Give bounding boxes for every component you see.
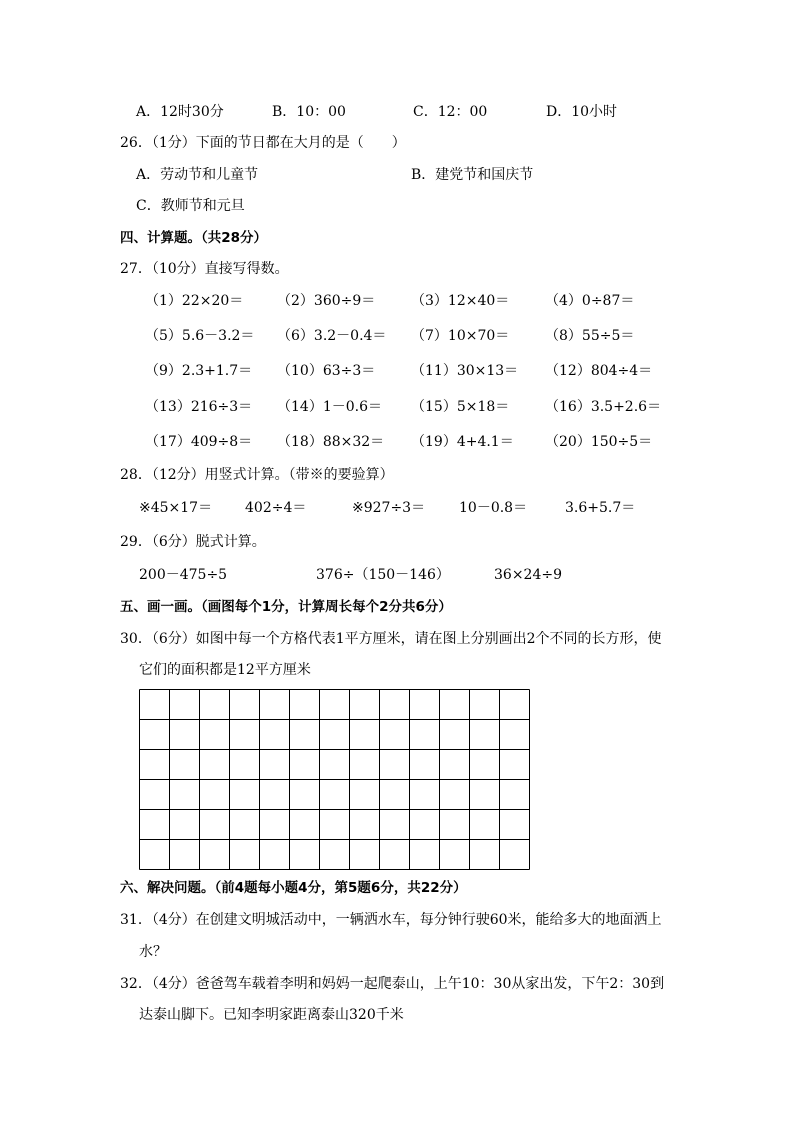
section-4-title: 四、计算题。（共28分）	[120, 230, 268, 246]
q27-item: （18）88×32＝	[277, 434, 385, 450]
q27-item: （17）409÷8＝	[145, 434, 253, 450]
q27-item: （8）55÷5＝	[545, 328, 635, 344]
q27-item: （19）4+4.1＝	[411, 434, 514, 450]
q31-line-1: 31．（4分）在创建文明城活动中，一辆洒水车，每分钟行驶60米，能给多大的地面洒上	[120, 912, 662, 928]
q27-item: （2）360÷9＝	[277, 293, 376, 309]
q27-item: （12）804÷4＝	[545, 363, 653, 379]
q28-stem: 28．（12分）用竖式计算。（带※的要验算）	[120, 467, 394, 483]
q25-option-a: A．12时30分	[136, 104, 224, 120]
q28-item: 402÷4＝	[245, 500, 307, 516]
q27-stem: 27．（10分）直接写得数。	[120, 261, 289, 277]
q27-item: （5）5.6－3.2＝	[145, 328, 255, 344]
q29-item: 200－475÷5	[139, 567, 228, 583]
q29-item: 376÷（150－146）	[316, 567, 450, 583]
q27-item: （7）10×70＝	[411, 328, 510, 344]
q27-item: （11）30×13＝	[411, 363, 519, 379]
q27-item: （16）3.5+2.6＝	[545, 399, 662, 415]
q27-item: （13）216÷3＝	[145, 399, 253, 415]
q32-line-2: 达泰山脚下。已知李明家距离泰山320千米	[139, 1007, 404, 1023]
square-grid[interactable]	[139, 689, 531, 871]
section-5-title: 五、画一画。（画图每个1分，计算周长每个2分共6分）	[120, 599, 452, 615]
q27-item: （20）150÷5＝	[545, 434, 653, 450]
q25-option-d: D．10小时	[546, 104, 618, 120]
q29-stem: 29．（6分）脱式计算。	[120, 534, 266, 550]
q26-option-a: A．劳动节和儿童节	[136, 167, 259, 183]
q30-line-2: 它们的面积都是12平方厘米	[139, 662, 311, 678]
q32-line-1: 32．（4分）爸爸驾车载着李明和妈妈一起爬泰山，上午10：30从家出发，下午2：30到	[120, 976, 665, 992]
q28-item: ※45×17＝	[139, 500, 213, 516]
q26-option-b: B．建党节和国庆节	[411, 167, 534, 183]
q25-option-c: C．12：00	[413, 104, 488, 120]
q28-item: ※927÷3＝	[352, 500, 426, 516]
q27-item: （10）63÷3＝	[277, 363, 376, 379]
q30-line-1: 30．（6分）如图中每一个方格代表1平方厘米，请在图上分别画出2个不同的长方形，使	[120, 631, 662, 647]
q29-item: 36×24÷9	[494, 567, 562, 583]
q26-option-c: C．教师节和元旦	[136, 198, 245, 214]
q27-item: （14）1－0.6＝	[277, 399, 382, 415]
section-6-title: 六、解决问题。（前4题每小题4分，第5题6分，共22分）	[120, 880, 467, 896]
q27-item: （3）12×40＝	[411, 293, 510, 309]
q27-item: （4）0÷87＝	[545, 293, 635, 309]
q25-option-b: B．10：00	[272, 104, 346, 120]
q28-item: 3.6+5.7＝	[565, 500, 636, 516]
q27-item: （6）3.2－0.4＝	[277, 328, 387, 344]
q27-item: （15）5×18＝	[411, 399, 510, 415]
q27-item: （9）2.3+1.7＝	[145, 363, 253, 379]
q27-item: （1）22×20＝	[145, 293, 244, 309]
q28-item: 10－0.8＝	[459, 500, 528, 516]
q31-line-2: 水？	[139, 944, 167, 960]
q26-stem: 26．（1分）下面的节日都在大月的是（ ）	[120, 135, 406, 151]
